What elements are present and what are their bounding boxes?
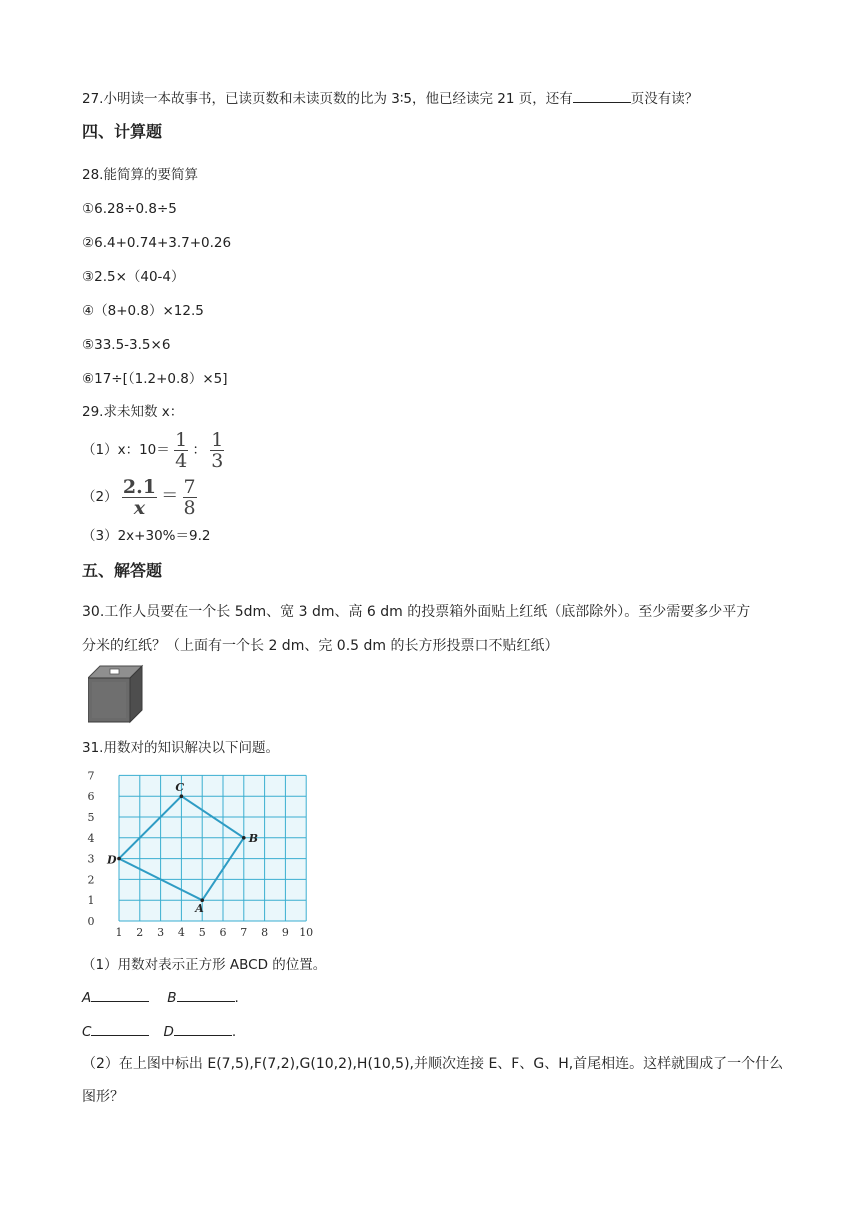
vertex-label: D — [107, 853, 117, 867]
y-tick-label: 6 — [87, 790, 95, 804]
x-tick-label: 5 — [198, 926, 206, 939]
q31-sub-1: （1）用数对表示正方形 ABCD 的位置。 — [82, 957, 327, 973]
equals-sign: ＝ — [161, 486, 179, 506]
x-tick-label: 8 — [261, 926, 269, 939]
fraction — [174, 428, 188, 472]
q31-answers-ab — [82, 987, 239, 1008]
y-tick-label: 5 — [87, 811, 95, 824]
label-c: C — [82, 1024, 92, 1040]
q28-item: ⑤33.5-3.5×6 — [82, 337, 171, 353]
answer-blank-b[interactable] — [177, 987, 235, 1002]
fraction-denominator: 3 — [211, 449, 224, 472]
fraction — [210, 428, 224, 472]
answer-blank-d[interactable] — [174, 1021, 232, 1036]
fraction-denominator: x — [133, 496, 146, 519]
y-tick-label: 0 — [87, 915, 95, 928]
label-b: B — [167, 990, 177, 1006]
q28-item: ①6.28÷0.8÷5 — [82, 201, 177, 217]
q28-item: ③2.5×（40-4） — [82, 269, 185, 285]
answer-blank-c[interactable] — [91, 1021, 149, 1036]
fraction-denominator: 8 — [183, 496, 196, 519]
vertex-point — [180, 794, 184, 798]
y-tick-label: 1 — [87, 894, 95, 908]
vertex-point — [242, 836, 246, 840]
label-d: D — [163, 1024, 174, 1040]
x-tick-label: 2 — [136, 926, 144, 939]
q29-part-1 — [82, 428, 224, 472]
y-tick-label: 7 — [87, 769, 95, 783]
x-tick-label: 6 — [219, 926, 227, 939]
x-tick-label: 7 — [240, 926, 248, 939]
q28-item: ②6.4+0.74+3.7+0.26 — [82, 235, 232, 251]
q29-p2-prefix: （2） — [82, 489, 118, 505]
q28-item: ⑥17÷[（1.2+0.8）×5] — [82, 371, 228, 387]
answer-blank-a[interactable] — [91, 987, 149, 1002]
period: . — [231, 1024, 237, 1040]
coordinate-grid — [80, 764, 320, 944]
q31-title: 31.用数对的知识解决以下问题。 — [82, 740, 279, 756]
x-tick-label: 4 — [177, 926, 185, 939]
q31-sub-2-line-1: （2）在上图中标出 E(7,5),F(7,2),G(10,2),H(10,5),并顺次连接 E、F、G、H,首尾相连。这样就围成了一个什么 — [82, 1056, 784, 1072]
q28-item: ④（8+0.8）×12.5 — [82, 303, 204, 319]
q27-blank[interactable] — [573, 88, 631, 103]
fraction-numerator: 1 — [175, 428, 188, 451]
question-27 — [82, 88, 698, 109]
y-tick-label: 3 — [87, 852, 95, 866]
label-a: A — [82, 990, 92, 1006]
fraction-numerator: 1 — [211, 428, 224, 451]
period: . — [234, 990, 239, 1006]
q30-line-2: 分米的红纸？（上面有一个长 2 dm、完 0.5 dm 的长方形投票口不贴红纸） — [82, 638, 559, 654]
fraction-denominator: 4 — [175, 449, 188, 472]
q28-title: 28.能简算的要简算 — [82, 167, 198, 183]
y-tick-label: 2 — [87, 873, 95, 887]
q29-p1-prefix: （1）x：10＝ — [82, 442, 170, 458]
q29-part-2 — [82, 474, 197, 519]
fraction — [122, 475, 157, 519]
q27-text: 27.小明读一本故事书，已读页数和未读页数的比为 3∶5，他已经读完 21 页，还有 — [82, 91, 573, 107]
ballot-box-image — [88, 664, 144, 724]
q31-sub-2-line-2: 图形？ — [82, 1089, 124, 1105]
section-5-title: 五、解答题 — [82, 561, 163, 580]
vertex-label: A — [195, 902, 204, 916]
section-4-title: 四、计算题 — [82, 122, 163, 141]
grid-background — [119, 775, 306, 921]
q27-text-end: 页没有读？ — [630, 91, 699, 107]
vertex-point — [117, 857, 121, 861]
q29-part-3: （3）2x+30%＝9.2 — [82, 528, 211, 544]
fraction-numerator: 7 — [183, 475, 196, 498]
fraction — [183, 475, 197, 519]
y-tick-label: 4 — [87, 831, 95, 845]
q31-answers-cd — [82, 1021, 236, 1042]
vertex-label: C — [175, 781, 185, 795]
x-tick-label: 9 — [281, 926, 289, 939]
x-tick-label: 1 — [115, 926, 123, 939]
x-tick-label: 10 — [299, 926, 314, 939]
x-tick-label: 3 — [157, 926, 165, 939]
q29-title: 29.求未知数 x： — [82, 404, 184, 420]
vertex-label: B — [248, 831, 259, 845]
fraction-numerator: 2.1 — [122, 475, 156, 498]
ratio-sign: ： — [192, 442, 206, 458]
q30-line-1: 30.工作人员要在一个长 5dm、宽 3 dm、高 6 dm 的投票箱外面贴上红纸（底部除外）。至少需要多少平方 — [82, 604, 751, 620]
